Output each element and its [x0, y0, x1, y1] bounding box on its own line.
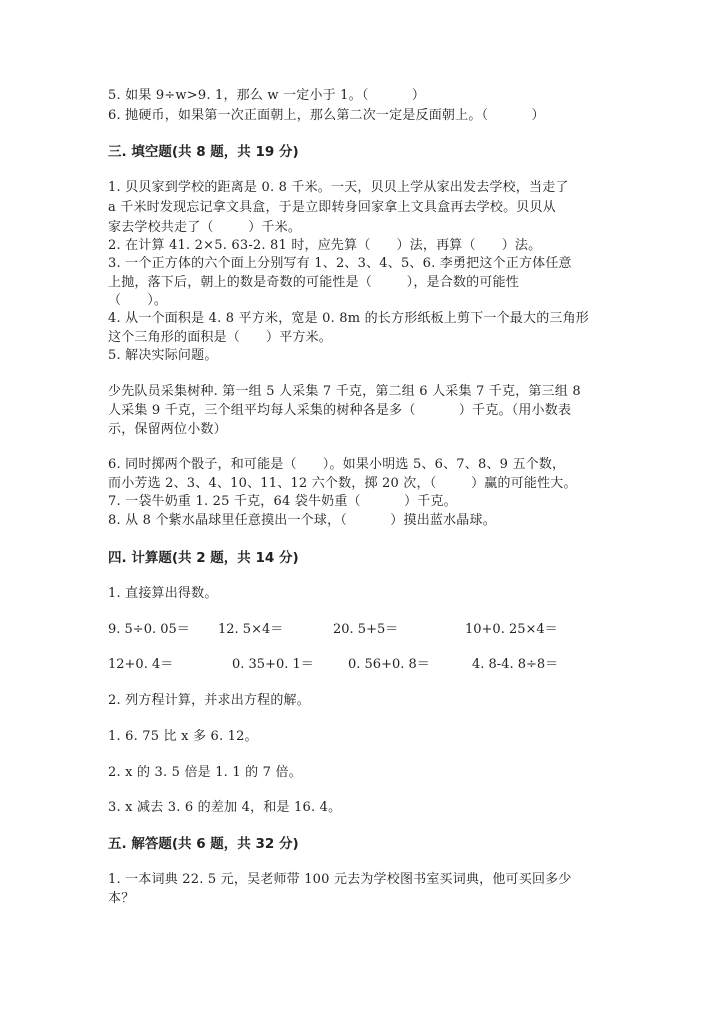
- s3-q2: 2. 在计算 41. 2×5. 63-2. 81 时，应先算（ ）法，再算（ ）法。: [108, 238, 542, 253]
- calc-r1-c1: 9. 5÷0. 05＝: [108, 622, 190, 637]
- s5-q1-line1: 1. 一本词典 22. 5 元，吴老师带 100 元去为学校图书室买词典，他可买回多少: [108, 872, 572, 887]
- calc-r2-c4: 4. 8-4. 8÷8＝: [472, 657, 559, 672]
- top-q5: 5. 如果 9÷w>9. 1，那么 w 一定小于 1。（ ）: [108, 88, 426, 103]
- section3-heading: 三. 填空题(共 8 题，共 19 分): [108, 144, 299, 160]
- s3-q1-line1: 1. 贝贝家到学校的距离是 0. 8 千米。一天，贝贝上学从家出发去学校，当走了: [108, 180, 569, 195]
- section5-heading: 五. 解答题(共 6 题，共 32 分): [108, 836, 299, 852]
- calc-r2-c1: 12+0. 4＝: [108, 657, 174, 672]
- section4-heading: 四. 计算题(共 2 题，共 14 分): [108, 550, 299, 566]
- s3-q3-line1: 3. 一个正方体的六个面上分别写有 1、2、3、4、5、6. 李勇把这个正方体任意: [108, 256, 572, 271]
- s4-q2: 2. 列方程计算，并求出方程的解。: [108, 693, 310, 708]
- s3-q4-line2: 这个三角形的面积是（ ）平方米。: [108, 330, 332, 345]
- equation-2: 2. x 的 3. 5 倍是 1. 1 的 7 倍。: [108, 765, 302, 780]
- s3-q8: 8. 从 8 个紫水晶球里任意摸出一个球，（ ）摸出蓝水晶球。: [108, 513, 496, 528]
- s3-q6-line1: 6. 同时掷两个骰子，和可能是（ ）。如果小明选 5、6、7、8、9 五个数，: [108, 457, 566, 472]
- s3-q5-text-line1: 少先队员采集树种. 第一组 5 人采集 7 千克，第二组 6 人采集 7 千克，第三组 8: [108, 384, 581, 399]
- equation-1: 1. 6. 75 比 x 多 6. 12。: [108, 729, 258, 744]
- s5-q1-line2: 本？: [108, 891, 135, 906]
- s3-q1-line2: a 千米时发现忘记拿文具盒，于是立即转身回家拿上文具盒再去学校。贝贝从: [108, 200, 556, 215]
- calc-r1-c4: 10+0. 25×4＝: [465, 622, 558, 637]
- s3-q4-line1: 4. 从一个面积是 4. 8 平方米，宽是 0. 8m 的长方形纸板上剪下一个最大的三角形: [108, 311, 590, 326]
- s3-q6-line2: 而小芳选 2、3、4、10、11、12 六个数，掷 20 次，（ ）赢的可能性大。: [108, 476, 577, 491]
- s3-q5-text-line2: 人采集 9 千克，三个组平均每人采集的树种各是多（ ）千克。（用小数表: [108, 403, 572, 418]
- top-q6: 6. 抛硬币，如果第一次正面朝上，那么第二次一定是反面朝上。（ ）: [108, 108, 545, 123]
- s4-q1: 1. 直接算出得数。: [108, 586, 218, 601]
- s3-q5-text-line3: 示，保留两位小数）: [108, 422, 227, 437]
- s3-q3-line3: （ ）。: [108, 293, 168, 308]
- calc-r2-c3: 0. 56+0. 8＝: [348, 657, 430, 672]
- equation-3: 3. x 减去 3. 6 的差加 4，和是 16. 4。: [108, 800, 342, 815]
- calc-r1-c2: 12. 5×4＝: [218, 622, 284, 637]
- s3-q3-line2: 上抛，落下后，朝上的数是奇数的可能性是（ ），是合数的可能性: [108, 275, 519, 290]
- s3-q5: 5. 解决实际问题。: [108, 348, 218, 363]
- s3-q7: 7. 一袋牛奶重 1. 25 千克，64 袋牛奶重（ ）千克。: [108, 494, 457, 509]
- s3-q1-line3: 家去学校共走了（ ）千米。: [108, 220, 302, 235]
- calc-r1-c3: 20. 5+5＝: [333, 622, 399, 637]
- calc-r2-c2: 0. 35+0. 1＝: [232, 657, 314, 672]
